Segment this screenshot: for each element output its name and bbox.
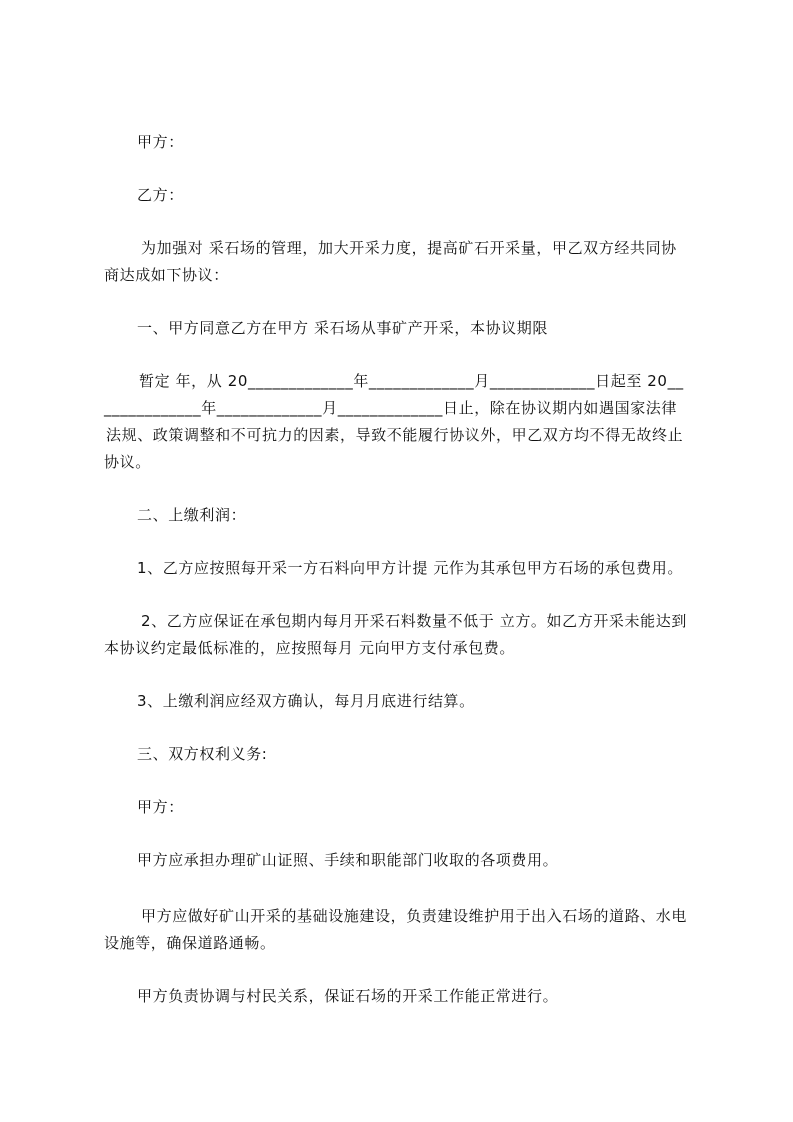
party-a-duty-2-line-1: 甲方应做好矿山开采的基础设施建设，负责建设维护用于出入石场的道路、水电 [141, 907, 688, 925]
profit-item-1: 1、乙方应按照每开采一方石料向甲方计提 元作为其承包甲方石场的承包费用。 [137, 559, 683, 577]
profit-item-2-line-1: 2、乙方应保证在承包期内每月开采石料数量不低于 立方。如乙方开采未能达到 [141, 612, 687, 630]
profit-item-3: 3、上缴利润应经双方确认，每月月底进行结算。 [137, 692, 475, 710]
section-3-heading: 三、双方权利义务: [137, 745, 268, 763]
party-a-label: 甲方： [137, 133, 184, 151]
section-1-line-2: ____________年_____________月_____________日止，除在协议期内如遇国家法律 [104, 399, 678, 417]
section-2-heading: 二、上缴利润： [137, 506, 247, 524]
party-a-duty-3: 甲方负责协调与村民关系，保证石场的开采工作能正常进行。 [137, 987, 559, 1005]
section-1-line-3: 法规、政策调整和不可抗力的因素，导致不能履行协议外，甲乙双方均不得无故终止 [106, 426, 684, 444]
section-3-party-a-label: 甲方： [137, 798, 184, 816]
section-1-line-4: 协议。 [104, 453, 151, 471]
profit-item-2-line-2: 本协议约定最低标准的，应按照每月 元向甲方支付承包费。 [104, 639, 515, 657]
party-b-label: 乙方： [137, 186, 184, 204]
party-a-duty-2-line-2: 设施等，确保道路通畅。 [104, 934, 276, 952]
section-1-heading: 一、甲方同意乙方在甲方 采石场从事矿产开采，本协议期限 [137, 319, 548, 337]
intro-line-1: 为加强对 采石场的管理，加大开采力度，提高矿石开采量，甲乙双方经共同协 [141, 239, 677, 257]
intro-line-2: 商达成如下协议： [104, 266, 229, 284]
section-1-line-1: 暂定 年，从 20_____________年_____________月_____________日起至 20__ [139, 372, 684, 390]
party-a-duty-1: 甲方应承担办理矿山证照、手续和职能部门收取的各项费用。 [137, 851, 559, 869]
